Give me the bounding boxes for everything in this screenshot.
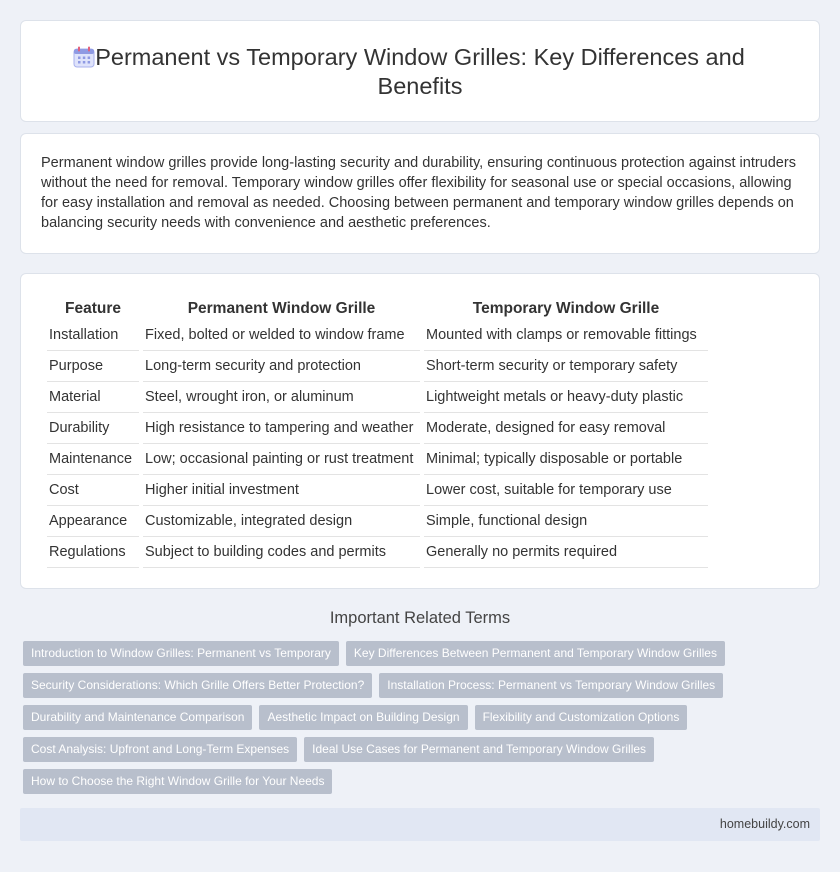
feature-cell: Cost	[47, 475, 139, 506]
intro-card	[20, 133, 820, 254]
header-temporary: Temporary Window Grille	[472, 300, 660, 317]
permanent-cell: Subject to building codes and permits	[143, 537, 420, 568]
feature-cell: Appearance	[47, 506, 139, 537]
related-term-tag[interactable]: Ideal Use Cases for Permanent and Temporary Window Grilles	[304, 737, 654, 762]
header-feature: Feature	[65, 300, 121, 317]
related-term-tag[interactable]: Installation Process: Permanent vs Temporary Window Grilles	[379, 673, 723, 698]
temporary-cell: Short-term security or temporary safety	[424, 351, 708, 382]
related-term-tag[interactable]: Cost Analysis: Upfront and Long-Term Expenses	[23, 737, 297, 762]
temporary-cell: Generally no permits required	[424, 537, 708, 568]
temporary-cell: Lightweight metals or heavy-duty plastic	[424, 382, 708, 413]
table-row	[47, 382, 708, 413]
related-term-tag[interactable]: Introduction to Window Grilles: Permanent vs Temporary	[23, 641, 339, 666]
comparison-card	[20, 273, 820, 589]
permanent-cell: Higher initial investment	[143, 475, 420, 506]
temporary-cell: Minimal; typically disposable or portable	[424, 444, 708, 475]
page-title: Permanent vs Temporary Window Grilles: Key Differences and Benefits	[95, 44, 745, 99]
permanent-cell: Steel, wrought iron, or aluminum	[143, 382, 420, 413]
temporary-cell: Lower cost, suitable for temporary use	[424, 475, 708, 506]
table-row	[47, 475, 708, 506]
related-term-tag[interactable]: Security Considerations: Which Grille Offers Better Protection?	[23, 673, 372, 698]
feature-cell: Regulations	[47, 537, 139, 568]
related-term-tag[interactable]: Flexibility and Customization Options	[475, 705, 688, 730]
table-row	[47, 506, 708, 537]
permanent-cell: Customizable, integrated design	[143, 506, 420, 537]
related-terms-list	[23, 641, 823, 801]
temporary-cell: Moderate, designed for easy removal	[424, 413, 708, 444]
table-row	[47, 537, 708, 568]
temporary-cell: Simple, functional design	[424, 506, 708, 537]
footer-site-link[interactable]: homebuildy.com	[719, 817, 810, 831]
header-permanent: Permanent Window Grille	[187, 300, 376, 317]
related-term-tag[interactable]: Durability and Maintenance Comparison	[23, 705, 252, 730]
footer	[20, 808, 820, 841]
permanent-cell: Long-term security and protection	[143, 351, 420, 382]
table-row	[47, 351, 708, 382]
intro-paragraph: Permanent window grilles provide long-lasting security and durability, ensuring continuous protection against intruders without the need for removal. Temporary window grilles offer flexibility for seasonal use or special occasions, allowing for easy installation and removal as needed. Choosing between permanent and temporary window grilles depends on balancing security needs with convenience and aesthetic preferences.	[41, 155, 796, 231]
related-term-tag[interactable]: How to Choose the Right Window Grille for Your Needs	[23, 769, 332, 794]
feature-cell: Durability	[47, 413, 139, 444]
permanent-cell: Fixed, bolted or welded to window frame	[143, 320, 420, 351]
feature-cell: Installation	[47, 320, 139, 351]
table-header-row	[47, 292, 708, 320]
comparison-table	[43, 292, 712, 568]
header-card	[20, 20, 820, 122]
feature-cell: Material	[47, 382, 139, 413]
table-row	[47, 444, 708, 475]
permanent-cell: High resistance to tampering and weather	[143, 413, 420, 444]
feature-cell: Maintenance	[47, 444, 139, 475]
feature-cell: Purpose	[47, 351, 139, 382]
table-row	[47, 413, 708, 444]
related-terms-title: Important Related Terms	[329, 609, 511, 627]
temporary-cell: Mounted with clamps or removable fittings	[424, 320, 708, 351]
related-term-tag[interactable]: Aesthetic Impact on Building Design	[259, 705, 467, 730]
table-row	[47, 320, 708, 351]
related-term-tag[interactable]: Key Differences Between Permanent and Temporary Window Grilles	[346, 641, 725, 666]
permanent-cell: Low; occasional painting or rust treatment	[143, 444, 420, 475]
